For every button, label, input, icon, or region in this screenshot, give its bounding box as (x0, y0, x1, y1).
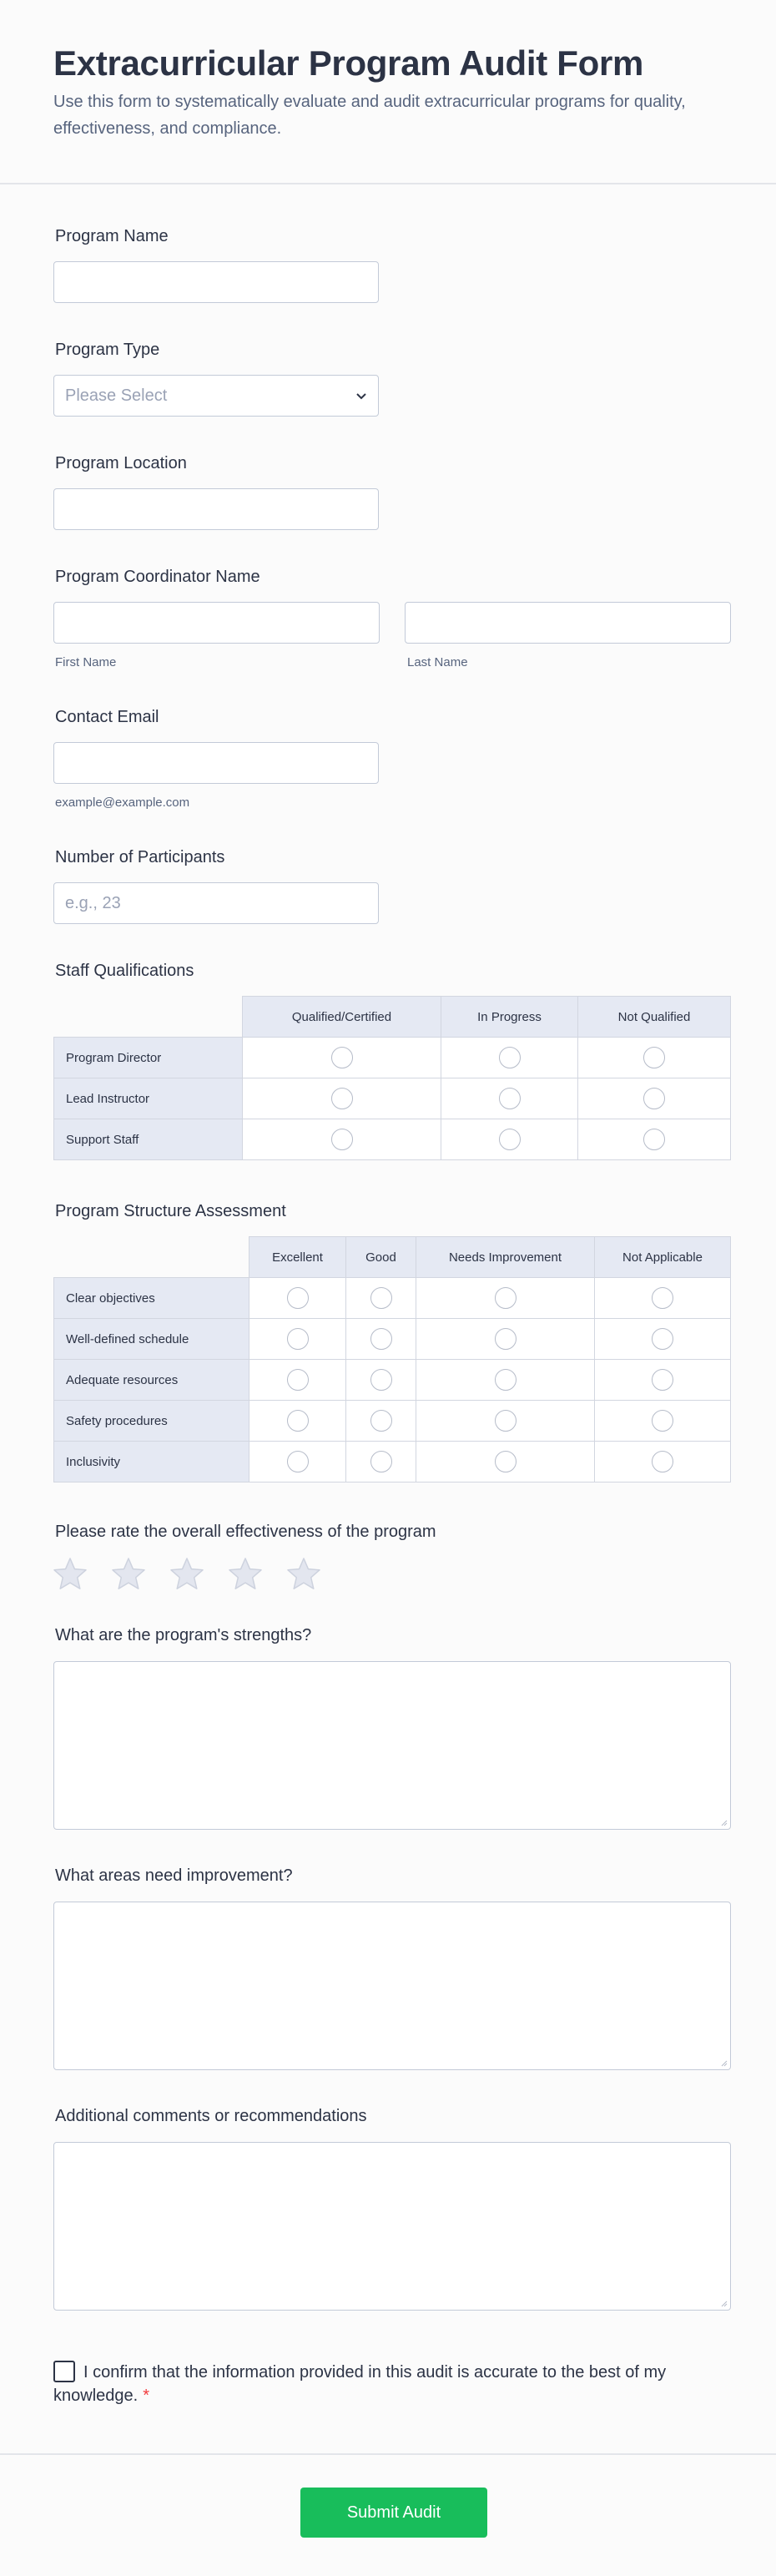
radio-button[interactable] (643, 1129, 665, 1150)
table-row (54, 1360, 731, 1401)
row-label: Support Staff (54, 1119, 243, 1160)
participants-input[interactable] (53, 882, 379, 924)
radio-button[interactable] (370, 1287, 392, 1309)
column-header: Good (346, 1237, 416, 1278)
column-header: Not Qualified (578, 997, 731, 1038)
row-label: Well-defined schedule (54, 1319, 249, 1360)
column-header: Not Applicable (595, 1237, 731, 1278)
star-icon[interactable] (285, 1556, 322, 1593)
radio-button[interactable] (652, 1451, 673, 1472)
radio-button[interactable] (370, 1328, 392, 1350)
radio-button[interactable] (495, 1287, 516, 1309)
column-header: In Progress (441, 997, 578, 1038)
confirm-text: I confirm that the information provided in this audit is accurate to the best of my knowledge. (53, 2363, 667, 2405)
column-header: Excellent (249, 1237, 346, 1278)
first-name-input[interactable] (53, 602, 380, 644)
star-rating (52, 1556, 322, 1593)
form-footer (0, 2453, 776, 2576)
comments-textarea[interactable] (53, 2142, 731, 2311)
radio-button[interactable] (287, 1328, 309, 1350)
radio-button[interactable] (499, 1047, 521, 1068)
first-name-sublabel: First Name (55, 655, 117, 669)
radio-button[interactable] (331, 1129, 353, 1150)
radio-button[interactable] (331, 1047, 353, 1068)
confirm-field (53, 2361, 688, 2407)
resize-handle-icon[interactable] (719, 2058, 728, 2067)
star-icon[interactable] (227, 1556, 264, 1593)
radio-button[interactable] (370, 1369, 392, 1391)
contact-email-sublabel: example@example.com (55, 796, 190, 810)
confirm-checkbox[interactable] (53, 2361, 75, 2382)
program-structure-matrix (53, 1236, 731, 1482)
table-row (54, 1278, 731, 1319)
program-type-select[interactable] (53, 375, 379, 417)
table-row (54, 1401, 731, 1442)
radio-button[interactable] (652, 1410, 673, 1432)
table-row (54, 1038, 731, 1078)
program-type-label: Program Type (55, 341, 160, 359)
radio-button[interactable] (652, 1369, 673, 1391)
table-row (54, 1319, 731, 1360)
column-header: Qualified/Certified (243, 997, 441, 1038)
program-name-input[interactable] (53, 261, 379, 303)
radio-button[interactable] (495, 1369, 516, 1391)
star-icon[interactable] (169, 1556, 205, 1593)
radio-button[interactable] (495, 1410, 516, 1432)
radio-button[interactable] (495, 1328, 516, 1350)
contact-email-label: Contact Email (55, 708, 159, 726)
program-location-label: Program Location (55, 454, 187, 472)
radio-button[interactable] (643, 1047, 665, 1068)
radio-button[interactable] (331, 1088, 353, 1109)
form-description: Use this form to systematically evaluate and audit extracurricular programs for quality, effectiveness, and compliance. (53, 93, 686, 138)
contact-email-input[interactable] (53, 742, 379, 784)
row-label: Safety procedures (54, 1401, 249, 1442)
table-row (54, 1442, 731, 1482)
participants-label: Number of Participants (55, 848, 225, 866)
improvement-label: What areas need improvement? (55, 1866, 293, 1885)
participants-placeholder: e.g., 23 (65, 893, 121, 912)
chevron-down-icon (355, 390, 367, 402)
last-name-sublabel: Last Name (407, 655, 468, 669)
radio-button[interactable] (652, 1287, 673, 1309)
radio-button[interactable] (495, 1451, 516, 1472)
comments-label: Additional comments or recommendations (55, 2107, 367, 2125)
program-location-input[interactable] (53, 488, 379, 530)
form-title: Extracurricular Program Audit Form (53, 43, 644, 83)
form-header (0, 0, 776, 184)
radio-button[interactable] (287, 1369, 309, 1391)
radio-button[interactable] (287, 1410, 309, 1432)
improvement-textarea[interactable] (53, 1902, 731, 2070)
row-label: Program Director (54, 1038, 243, 1078)
resize-handle-icon[interactable] (719, 2299, 728, 2307)
matrix-corner (54, 997, 243, 1038)
radio-button[interactable] (499, 1129, 521, 1150)
radio-button[interactable] (370, 1410, 392, 1432)
coordinator-label: Program Coordinator Name (55, 568, 260, 586)
radio-button[interactable] (370, 1451, 392, 1472)
rating-label: Please rate the overall effectiveness of the program (55, 1523, 436, 1541)
star-icon[interactable] (110, 1556, 147, 1593)
radio-button[interactable] (287, 1451, 309, 1472)
matrix-corner (54, 1237, 249, 1278)
radio-button[interactable] (643, 1088, 665, 1109)
required-mark: * (143, 2387, 149, 2405)
program-structure-label: Program Structure Assessment (55, 1202, 286, 1220)
row-label: Clear objectives (54, 1278, 249, 1319)
row-label: Lead Instructor (54, 1078, 243, 1119)
strengths-label: What are the program's strengths? (55, 1626, 312, 1644)
row-label: Inclusivity (54, 1442, 249, 1482)
star-icon[interactable] (52, 1556, 88, 1593)
table-row (54, 1119, 731, 1160)
table-row (54, 1078, 731, 1119)
program-type-placeholder: Please Select (65, 386, 168, 405)
staff-qualifications-matrix (53, 996, 731, 1160)
radio-button[interactable] (287, 1287, 309, 1309)
last-name-input[interactable] (405, 602, 731, 644)
column-header: Needs Improvement (416, 1237, 595, 1278)
program-name-label: Program Name (55, 227, 169, 245)
resize-handle-icon[interactable] (719, 1818, 728, 1826)
radio-button[interactable] (499, 1088, 521, 1109)
radio-button[interactable] (652, 1328, 673, 1350)
staff-qualifications-label: Staff Qualifications (55, 962, 194, 980)
submit-button[interactable]: Submit Audit (300, 2488, 487, 2538)
row-label: Adequate resources (54, 1360, 249, 1401)
strengths-textarea[interactable] (53, 1661, 731, 1830)
